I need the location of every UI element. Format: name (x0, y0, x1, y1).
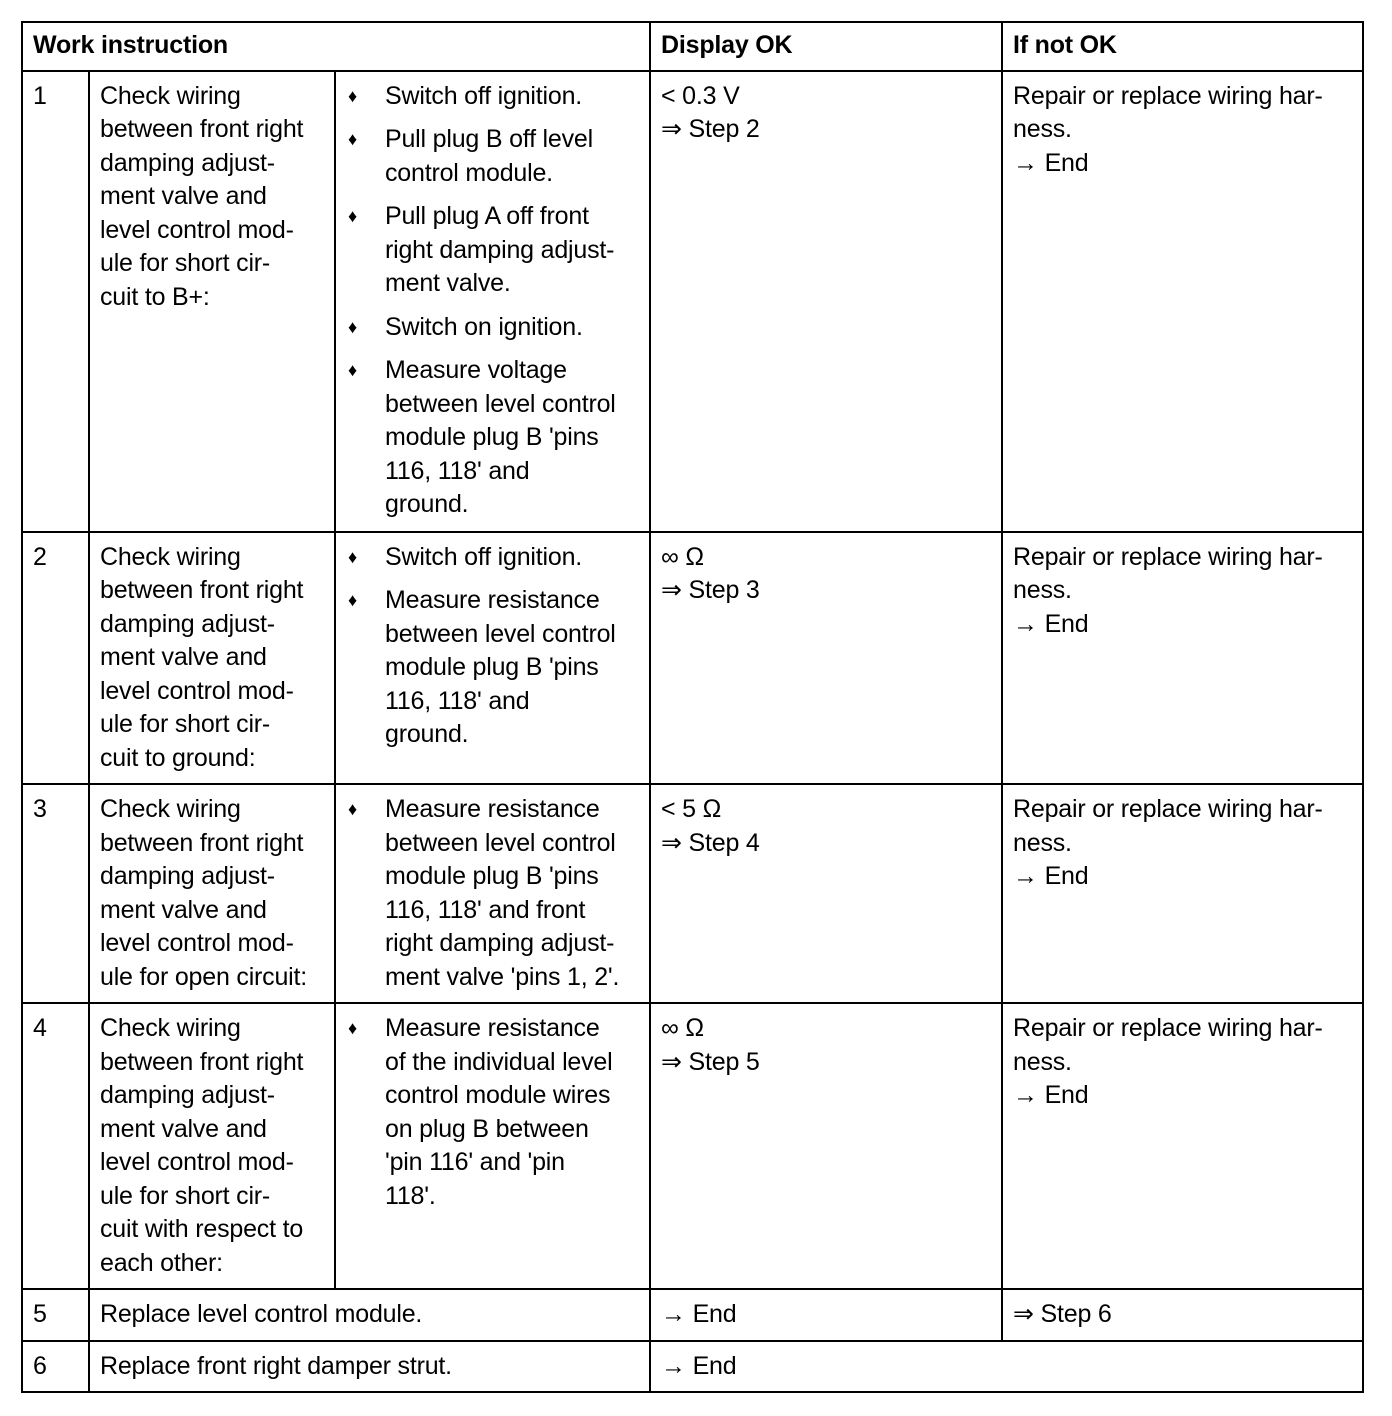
notok-line: Repair or replace wiring har- (1013, 81, 1323, 110)
list-item (346, 354, 639, 522)
step-line: ment valve. (385, 269, 511, 297)
step-line: control module wires (385, 1081, 611, 1109)
check-line: level control mod- (100, 929, 294, 957)
check-line: damping adjust- (100, 148, 275, 177)
check-line: cuit with respect to (100, 1215, 304, 1243)
step-line: 116, 118' and (385, 686, 530, 715)
table-row (22, 784, 1363, 1003)
step-line: Measure voltage (385, 356, 567, 384)
header-row (22, 22, 1363, 71)
check-line: damping adjust- (100, 609, 275, 638)
step-line: of the individual level (385, 1047, 613, 1076)
check-line: level control mod- (100, 1148, 294, 1176)
list-item (346, 541, 639, 575)
table-row (22, 1289, 1363, 1341)
check-line: ule for short cir- (100, 249, 271, 277)
step-number: 2 (22, 532, 89, 785)
step-line: Measure resistance (385, 1014, 600, 1042)
display-line: ∞ Ω (661, 1014, 704, 1042)
step-line: between level control (385, 828, 616, 857)
check-line: level control mod- (100, 676, 294, 705)
display-ok-cell (650, 71, 1002, 532)
table-row (22, 1003, 1363, 1289)
steps-list (346, 541, 639, 752)
check-line: cuit to B+: (100, 282, 210, 311)
check-line: cuit to ground: (100, 743, 256, 772)
step-line: 'pin 116' and 'pin (385, 1148, 565, 1176)
check-line: Check wiring (100, 542, 241, 571)
instruction-steps (335, 784, 650, 1003)
check-line: ment valve and (100, 643, 267, 671)
check-line: ment valve and (100, 182, 267, 210)
step-line: 116, 118' and (385, 456, 530, 485)
diamond-bullet-icon: ♦ (348, 590, 357, 610)
table-row (22, 1341, 1363, 1393)
list-item (346, 584, 639, 752)
diamond-bullet-icon: ♦ (348, 799, 357, 819)
notok-line: Repair or replace wiring har- (1013, 542, 1323, 571)
check-line: ment valve and (100, 1114, 267, 1143)
check-line: ule for short cir- (100, 710, 271, 738)
step-line: 116, 118' and front (385, 895, 586, 924)
diamond-bullet-icon: ♦ (348, 129, 357, 149)
list-item (346, 1012, 639, 1213)
display-line: ∞ Ω (661, 542, 704, 571)
diamond-bullet-icon: ♦ (348, 206, 357, 226)
step-line: Measure resistance (385, 795, 600, 823)
step-line: control module. (385, 158, 553, 187)
display-ok-cell: → End (650, 1289, 1002, 1341)
display-ok-cell: → End (650, 1341, 1363, 1393)
step-line: module plug B 'pins (385, 423, 599, 451)
display-line: < 5 Ω (661, 795, 722, 823)
display-line: ⇒ Step 4 (661, 828, 760, 857)
instruction-text: Replace front right damper strut. (89, 1341, 650, 1393)
step-line: right damping adjust- (385, 235, 615, 264)
notok-line: → End (1013, 862, 1089, 890)
instruction-steps (335, 71, 650, 532)
notok-line: ness. (1013, 115, 1072, 143)
step-number: 5 (22, 1289, 89, 1341)
diamond-bullet-icon: ♦ (348, 1018, 357, 1038)
display-line: ⇒ Step 2 (661, 115, 760, 143)
check-line: level control mod- (100, 215, 294, 244)
step-number: 3 (22, 784, 89, 1003)
step-line: module plug B 'pins (385, 862, 599, 890)
instruction-steps (335, 1003, 650, 1289)
display-ok-cell (650, 784, 1002, 1003)
check-line: each other: (100, 1248, 223, 1277)
list-item (346, 123, 639, 190)
step-line: Pull plug B off level (385, 125, 593, 153)
instruction-text: Replace level control module. (89, 1289, 650, 1341)
step-line: between level control (385, 389, 616, 418)
step-number: 6 (22, 1341, 89, 1393)
check-line: ment valve and (100, 895, 267, 924)
check-line: between front right (100, 1047, 304, 1076)
notok-line: Repair or replace wiring har- (1013, 795, 1323, 823)
header-work-instruction: Work instruction (22, 22, 650, 71)
check-line: Check wiring (100, 1014, 241, 1042)
check-line: ule for open circuit: (100, 962, 308, 991)
step-line: ment valve 'pins 1, 2'. (385, 962, 620, 991)
check-line: Check wiring (100, 81, 241, 110)
display-ok-cell (650, 532, 1002, 785)
notok-line: ness. (1013, 828, 1072, 857)
check-line: ule for short cir- (100, 1181, 271, 1210)
check-description (89, 1003, 335, 1289)
notok-line: → End (1013, 1081, 1089, 1109)
diamond-bullet-icon: ♦ (348, 85, 357, 106)
step-line: Switch off ignition. (385, 542, 583, 571)
notok-line: Repair or replace wiring har- (1013, 1014, 1323, 1042)
table-body (22, 71, 1363, 1393)
step-number: 1 (22, 71, 89, 532)
check-line: between front right (100, 576, 304, 604)
notok-line: ness. (1013, 1047, 1072, 1076)
check-description (89, 532, 335, 785)
work-instruction-table (21, 21, 1364, 1393)
table-row (22, 532, 1363, 785)
display-ok-cell (650, 1003, 1002, 1289)
diamond-bullet-icon: ♦ (348, 316, 357, 337)
if-not-ok-cell: ⇒ Step 6 (1002, 1289, 1363, 1341)
check-line: between front right (100, 115, 304, 143)
steps-list (346, 1012, 639, 1213)
list-item (346, 200, 639, 301)
check-line: damping adjust- (100, 1081, 275, 1109)
instruction-steps (335, 532, 650, 785)
header-display-ok: Display OK (650, 22, 1002, 71)
display-line: ⇒ Step 3 (661, 576, 760, 604)
step-line: ground. (385, 720, 469, 748)
check-description (89, 784, 335, 1003)
notok-line: → End (1013, 148, 1089, 177)
display-line: ⇒ Step 5 (661, 1047, 760, 1076)
check-description (89, 71, 335, 532)
steps-list (346, 80, 639, 522)
step-line: Switch off ignition. (385, 81, 583, 110)
step-line: between level control (385, 619, 616, 648)
step-line: right damping adjust- (385, 929, 615, 957)
step-line: ground. (385, 490, 469, 518)
step-line: Switch on ignition. (385, 312, 583, 341)
step-line: on plug B between (385, 1114, 589, 1143)
list-item (346, 793, 639, 994)
check-line: Check wiring (100, 795, 241, 823)
list-item (346, 311, 639, 345)
step-line: Measure resistance (385, 586, 600, 614)
step-line: module plug B 'pins (385, 653, 599, 681)
check-line: between front right (100, 828, 304, 857)
check-line: damping adjust- (100, 862, 275, 890)
steps-list (346, 793, 639, 994)
step-line: Pull plug A off front (385, 202, 589, 230)
diamond-bullet-icon: ♦ (348, 546, 357, 567)
if-not-ok-cell (1002, 784, 1363, 1003)
step-line: 118'. (385, 1181, 436, 1210)
header-if-not-ok: If not OK (1002, 22, 1363, 71)
if-not-ok-cell (1002, 71, 1363, 532)
notok-line: ness. (1013, 576, 1072, 604)
diamond-bullet-icon: ♦ (348, 360, 357, 380)
table-row (22, 71, 1363, 532)
step-number: 4 (22, 1003, 89, 1289)
list-item (346, 80, 639, 114)
display-line: < 0.3 V (661, 81, 740, 110)
notok-line: → End (1013, 609, 1089, 638)
if-not-ok-cell (1002, 532, 1363, 785)
if-not-ok-cell (1002, 1003, 1363, 1289)
